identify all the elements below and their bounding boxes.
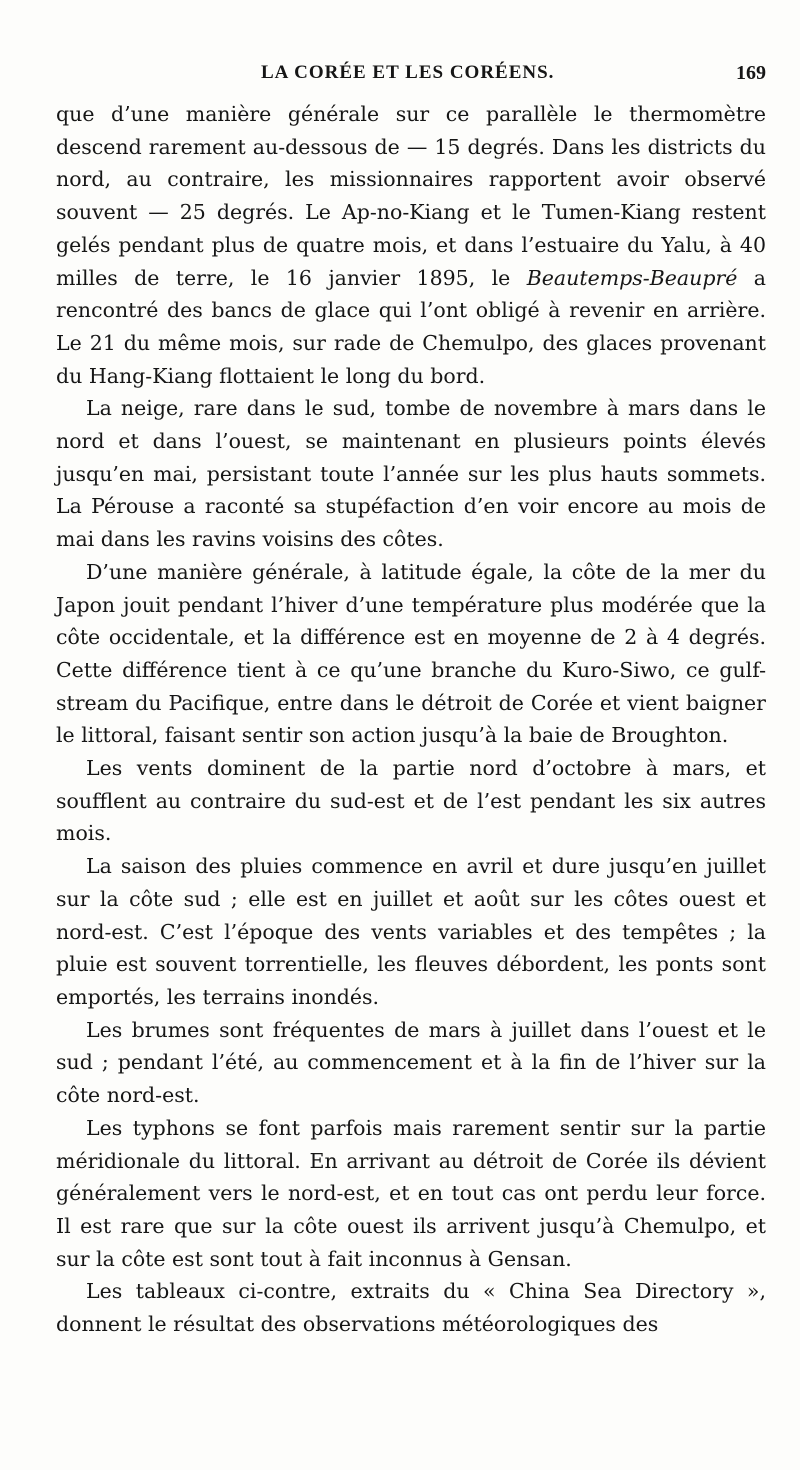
paragraph-2: La neige, rare dans le sud, tombe de novembre à mars dans le nord et dans l’ouest, se maintenant en plusieurs points élevés jusqu’en mai, persistant toute l’année sur les plus hauts sommets. La Pérouse a raconté sa stupéfaction d’en voir encore au mois de mai dans les ravins voisins des côtes. (56, 396, 766, 552)
ship-name: Beautemps-Beaupré (526, 265, 738, 290)
paragraph-7: Les typhons se font parfois mais rarement sentir sur la partie méridionale du littoral. En arrivant au détroit de Corée ils dévient généralement vers le nord-est, et en tout cas ont perdu leur force. Il est rare que sur la côte ouest ils arrivent jusqu’à Chemulpo, et sur la côte est sont tout à fait inconnus à Gensan. (56, 1115, 766, 1271)
paragraph-5: La saison des pluies commence en avril et dure jusqu’en juillet sur la côte sud ; elle est en juillet et août sur les côtes ouest et nord-est. C’est l’époque des vents variables et des tempêtes ; la pluie est souvent torrentielle, les fleuves débordent, les ponts sont emportés, les terrains inondés. (56, 854, 766, 1009)
paragraph-1-after: a rencontré des bancs de glace qui l’ont obligé à revenir en arrière. Le 21 du même mois, sur rade de Chemulpo, des glaces provenant du Hang-Kiang flottaient le long du bord. (56, 265, 766, 388)
page-number: 169 (736, 62, 766, 84)
body-text (56, 98, 766, 1341)
running-title: LA CORÉE ET LES CORÉENS. (261, 62, 555, 83)
paragraph-1 (56, 98, 766, 392)
paragraph-4: Les vents dominent de la partie nord d’octobre à mars, et soufflent au contraire du sud-est et de l’est pendant les six autres mois. (56, 756, 766, 846)
paragraph-1-before: que d’une manière générale sur ce parallèle le thermomètre descend rarement au-dessous de — 15 degrés. Dans les districts du nord, au contraire, les missionnaires rapportent avoir observé souvent — 25 degrés. Le Ap-no-Kiang et le Tumen-Kiang restent gelés pendant plus de quatre mois, et dans l’estuaire du Yalu, à 40 milles de terre, le 16 janvier 1895, le (56, 102, 766, 290)
page-header (56, 62, 766, 92)
paragraph-6: Les brumes sont fréquentes de mars à juillet dans l’ouest et le sud ; pendant l’été, au commencement et à la fin de l’hiver sur la côte nord-est. (56, 1017, 766, 1108)
paragraph-8: Les tableaux ci-contre, extraits du « China Sea Directory », donnent le résultat des observations météorologiques des (56, 1279, 766, 1337)
paragraph-3: D’une manière générale, à latitude égale, la côte de la mer du Japon jouit pendant l’hiver d’une température plus modérée que la côte occidentale, et la différence est en moyenne de 2 à 4 degrés. Cette différence tient à ce qu’une branche du Kuro-Siwo, ce gulf-stream du Pacifique, entre dans le détroit de Corée et vient baigner le littoral, faisant sentir son action jusqu’à la baie de Broughton. (56, 559, 766, 748)
